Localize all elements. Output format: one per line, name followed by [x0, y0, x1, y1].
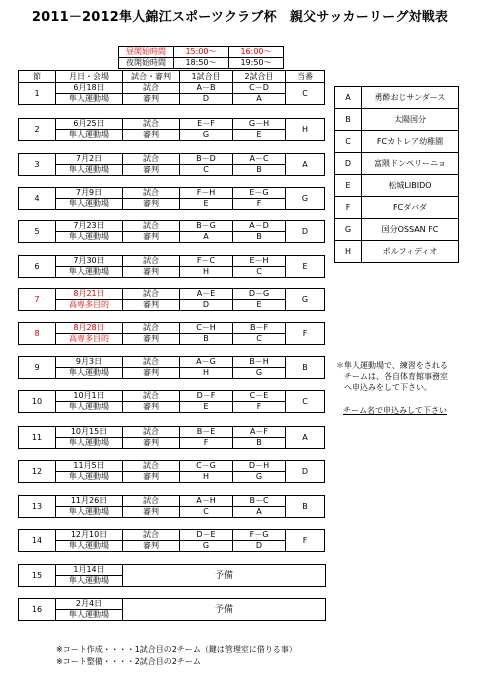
note-line: チームは、各自体育館事務室 — [344, 372, 448, 381]
team-name: 勇酔おじサンダース — [362, 87, 459, 109]
round-date: 10月15日 — [56, 427, 123, 438]
round-venue: 隼人運動場 — [56, 507, 123, 518]
role-match: 試合 — [123, 83, 180, 94]
match1-referee: F — [180, 438, 233, 449]
round-date: 9月3日 — [56, 357, 123, 368]
team-letter: H — [335, 241, 362, 263]
duty-team: A — [286, 427, 325, 449]
duty-team: F — [286, 323, 325, 345]
round-block — [18, 460, 325, 483]
round-block — [18, 529, 325, 552]
spare-label: 予備 — [123, 565, 326, 587]
match1-referee: E — [180, 402, 233, 413]
duty-team: F — [286, 530, 325, 552]
match2-teams: B－F — [233, 323, 286, 334]
round-block — [18, 187, 325, 210]
round-venue: 隼人運動場 — [56, 438, 123, 449]
role-referee: 審判 — [123, 94, 180, 105]
round-block — [18, 322, 325, 345]
round-venue: 隼人運動場 — [56, 267, 123, 278]
round-venue: 隼人運動場 — [56, 541, 123, 552]
match2-referee: B — [233, 232, 286, 243]
venue-note — [336, 360, 466, 393]
match1-teams: B－D — [180, 154, 233, 165]
role-match: 試合 — [123, 461, 180, 472]
match1-referee: H — [180, 267, 233, 278]
match2-teams: G－H — [233, 119, 286, 130]
round-venue: 隼人運動場 — [56, 402, 123, 413]
match1-teams: D－F — [180, 391, 233, 402]
round-block — [18, 390, 325, 413]
round-number: 13 — [19, 496, 56, 518]
role-match: 試合 — [123, 357, 180, 368]
team-name: 国分OSSAN FC — [362, 219, 459, 241]
match2-referee: C — [233, 267, 286, 278]
night-start-label: 夜開始時間 — [119, 58, 174, 69]
team-letter: C — [335, 131, 362, 153]
duty-team: H — [286, 119, 325, 141]
match2-teams: C－D — [233, 83, 286, 94]
note-underlined: チーム名で申込みして下さい — [343, 406, 447, 415]
round-number: 7 — [19, 289, 56, 311]
match1-teams: C－H — [180, 323, 233, 334]
day-start-label: 昼開始時間 — [119, 47, 174, 58]
round-number: 9 — [19, 357, 56, 379]
match1-referee: A — [180, 232, 233, 243]
round-venue: 隼人運動場 — [56, 232, 123, 243]
round-number: 6 — [19, 256, 56, 278]
match1-referee: D — [180, 300, 233, 311]
duty-team: E — [286, 256, 325, 278]
round-date: 6月25日 — [56, 119, 123, 130]
match2-teams: E－H — [233, 256, 286, 267]
spare-label: 予備 — [123, 599, 326, 621]
round-date: 10月1日 — [56, 391, 123, 402]
match2-teams: B－H — [233, 357, 286, 368]
match2-teams: B－C — [233, 496, 286, 507]
role-referee: 審判 — [123, 300, 180, 311]
role-referee: 審判 — [123, 507, 180, 518]
team-name: FCカトレア幼稚園 — [362, 131, 459, 153]
round-number: 10 — [19, 391, 56, 413]
round-date: 11月26日 — [56, 496, 123, 507]
match2-referee: G — [233, 472, 286, 483]
match2-referee: B — [233, 438, 286, 449]
night-start-first: 18:50～ — [174, 58, 229, 69]
page-title: 2011－2012隼人錦江スポーツクラブ杯 親父サッカーリーグ対戦表 — [31, 10, 449, 25]
match2-teams: D－H — [233, 461, 286, 472]
match1-teams: A－H — [180, 496, 233, 507]
duty-team: C — [286, 391, 325, 413]
header-role: 試合・審判 — [123, 71, 180, 83]
match2-referee: D — [233, 541, 286, 552]
match1-referee: C — [180, 507, 233, 518]
match1-teams: C－G — [180, 461, 233, 472]
round-block — [18, 356, 325, 379]
role-match: 試合 — [123, 256, 180, 267]
round-number: 15 — [19, 565, 56, 587]
role-match: 試合 — [123, 154, 180, 165]
header-date: 月日・会場 — [56, 71, 123, 83]
match1-referee: C — [180, 165, 233, 176]
match1-teams: B－E — [180, 427, 233, 438]
round-venue: 隼人運動場 — [56, 165, 123, 176]
match2-referee: F — [233, 199, 286, 210]
round-block — [18, 220, 325, 243]
team-letter: B — [335, 109, 362, 131]
round-block — [18, 153, 325, 176]
role-referee: 審判 — [123, 472, 180, 483]
team-name: 富隈ドンペリーニョ — [362, 153, 459, 175]
spare-block — [18, 564, 326, 587]
team-name: ポルフィディオ — [362, 241, 459, 263]
spare-block — [18, 598, 326, 621]
round-date: 7月9日 — [56, 188, 123, 199]
round-venue: 高専多目的 — [56, 300, 123, 311]
team-letter: E — [335, 175, 362, 197]
header-match2: 2試合目 — [233, 71, 286, 83]
match1-teams: F－H — [180, 188, 233, 199]
round-block — [18, 82, 325, 105]
match1-teams: A－B — [180, 83, 233, 94]
match2-teams: C－E — [233, 391, 286, 402]
duty-team: C — [286, 83, 325, 105]
round-block — [18, 118, 325, 141]
round-date: 7月2日 — [56, 154, 123, 165]
round-block — [18, 495, 325, 518]
match1-teams: A－E — [180, 289, 233, 300]
match1-referee: D — [180, 94, 233, 105]
match2-teams: D－G — [233, 289, 286, 300]
header-round: 節 — [19, 71, 56, 83]
note-line: へ申込みをして下さい。 — [344, 383, 432, 392]
role-referee: 審判 — [123, 334, 180, 345]
match2-referee: E — [233, 300, 286, 311]
role-referee: 審判 — [123, 438, 180, 449]
round-number: 14 — [19, 530, 56, 552]
footer-note-court-maintenance: ※コート整備・・・・2試合目の2チーム — [56, 657, 201, 666]
match2-referee: E — [233, 130, 286, 141]
round-number: 12 — [19, 461, 56, 483]
match2-teams: E－G — [233, 188, 286, 199]
match2-referee: F — [233, 402, 286, 413]
match2-referee: C — [233, 334, 286, 345]
note-line: ＊隼人運動場で、練習をされる — [336, 361, 448, 370]
round-venue: 隼人運動場 — [56, 610, 123, 621]
round-block — [18, 288, 325, 311]
round-venue: 隼人運動場 — [56, 94, 123, 105]
round-number: 4 — [19, 188, 56, 210]
footer-note-court-setup: ※コート作成・・・・1試合目の2チーム（鍵は管理室に借りる事） — [56, 645, 297, 654]
match1-teams: B－G — [180, 221, 233, 232]
team-letter: A — [335, 87, 362, 109]
round-date: 2月4日 — [56, 599, 123, 610]
role-referee: 審判 — [123, 165, 180, 176]
role-match: 試合 — [123, 289, 180, 300]
match2-teams: A－C — [233, 154, 286, 165]
match1-referee: H — [180, 368, 233, 379]
match1-referee: G — [180, 130, 233, 141]
round-block — [18, 255, 325, 278]
header-match1: 1試合目 — [180, 71, 233, 83]
start-times-table — [118, 46, 284, 69]
round-date: 6月18日 — [56, 83, 123, 94]
match2-teams: A－F — [233, 427, 286, 438]
role-referee: 審判 — [123, 541, 180, 552]
round-number: 1 — [19, 83, 56, 105]
round-venue: 高専多目的 — [56, 334, 123, 345]
role-match: 試合 — [123, 530, 180, 541]
round-date: 8月28日 — [56, 323, 123, 334]
header-duty: 当番 — [286, 71, 325, 83]
team-name: 松城LIBIDO — [362, 175, 459, 197]
round-number: 11 — [19, 427, 56, 449]
match1-teams: D－E — [180, 530, 233, 541]
round-number: 2 — [19, 119, 56, 141]
role-match: 試合 — [123, 427, 180, 438]
role-match: 試合 — [123, 119, 180, 130]
round-date: 7月30日 — [56, 256, 123, 267]
team-letter: G — [335, 219, 362, 241]
role-referee: 審判 — [123, 368, 180, 379]
round-venue: 隼人運動場 — [56, 368, 123, 379]
round-venue: 隼人運動場 — [56, 199, 123, 210]
role-referee: 審判 — [123, 232, 180, 243]
role-match: 試合 — [123, 391, 180, 402]
role-referee: 審判 — [123, 267, 180, 278]
role-match: 試合 — [123, 221, 180, 232]
duty-team: D — [286, 461, 325, 483]
round-number: 5 — [19, 221, 56, 243]
round-date: 8月21日 — [56, 289, 123, 300]
role-referee: 審判 — [123, 130, 180, 141]
round-date: 1月14日 — [56, 565, 123, 576]
team-letter: D — [335, 153, 362, 175]
role-referee: 審判 — [123, 199, 180, 210]
role-match: 試合 — [123, 323, 180, 334]
team-name: 太陽国分 — [362, 109, 459, 131]
round-date: 7月23日 — [56, 221, 123, 232]
match2-referee: A — [233, 507, 286, 518]
day-start-first: 15:00～ — [174, 47, 229, 58]
match1-teams: A－G — [180, 357, 233, 368]
match1-referee: G — [180, 541, 233, 552]
round-date: 12月10日 — [56, 530, 123, 541]
round-number: 16 — [19, 599, 56, 621]
round-number: 8 — [19, 323, 56, 345]
team-name: FCダバダ — [362, 197, 459, 219]
match1-teams: E－F — [180, 119, 233, 130]
duty-team: A — [286, 154, 325, 176]
round-venue: 隼人運動場 — [56, 576, 123, 587]
duty-team: D — [286, 221, 325, 243]
round-block — [18, 426, 325, 449]
match1-referee: B — [180, 334, 233, 345]
duty-team: B — [286, 357, 325, 379]
match2-referee: G — [233, 368, 286, 379]
match2-referee: A — [233, 94, 286, 105]
duty-team: G — [286, 188, 325, 210]
round-date: 11月5日 — [56, 461, 123, 472]
match2-referee: B — [233, 165, 286, 176]
match2-teams: F－G — [233, 530, 286, 541]
team-letter: F — [335, 197, 362, 219]
role-match: 試合 — [123, 188, 180, 199]
match1-teams: F－C — [180, 256, 233, 267]
round-venue: 隼人運動場 — [56, 130, 123, 141]
role-match: 試合 — [123, 496, 180, 507]
match1-referee: E — [180, 199, 233, 210]
night-start-second: 19:50～ — [229, 58, 284, 69]
role-referee: 審判 — [123, 402, 180, 413]
round-venue: 隼人運動場 — [56, 472, 123, 483]
duty-team: B — [286, 496, 325, 518]
match1-referee: H — [180, 472, 233, 483]
round-number: 3 — [19, 154, 56, 176]
duty-team: G — [286, 289, 325, 311]
day-start-second: 16:00～ — [229, 47, 284, 58]
team-legend — [334, 86, 459, 263]
match2-teams: A－D — [233, 221, 286, 232]
